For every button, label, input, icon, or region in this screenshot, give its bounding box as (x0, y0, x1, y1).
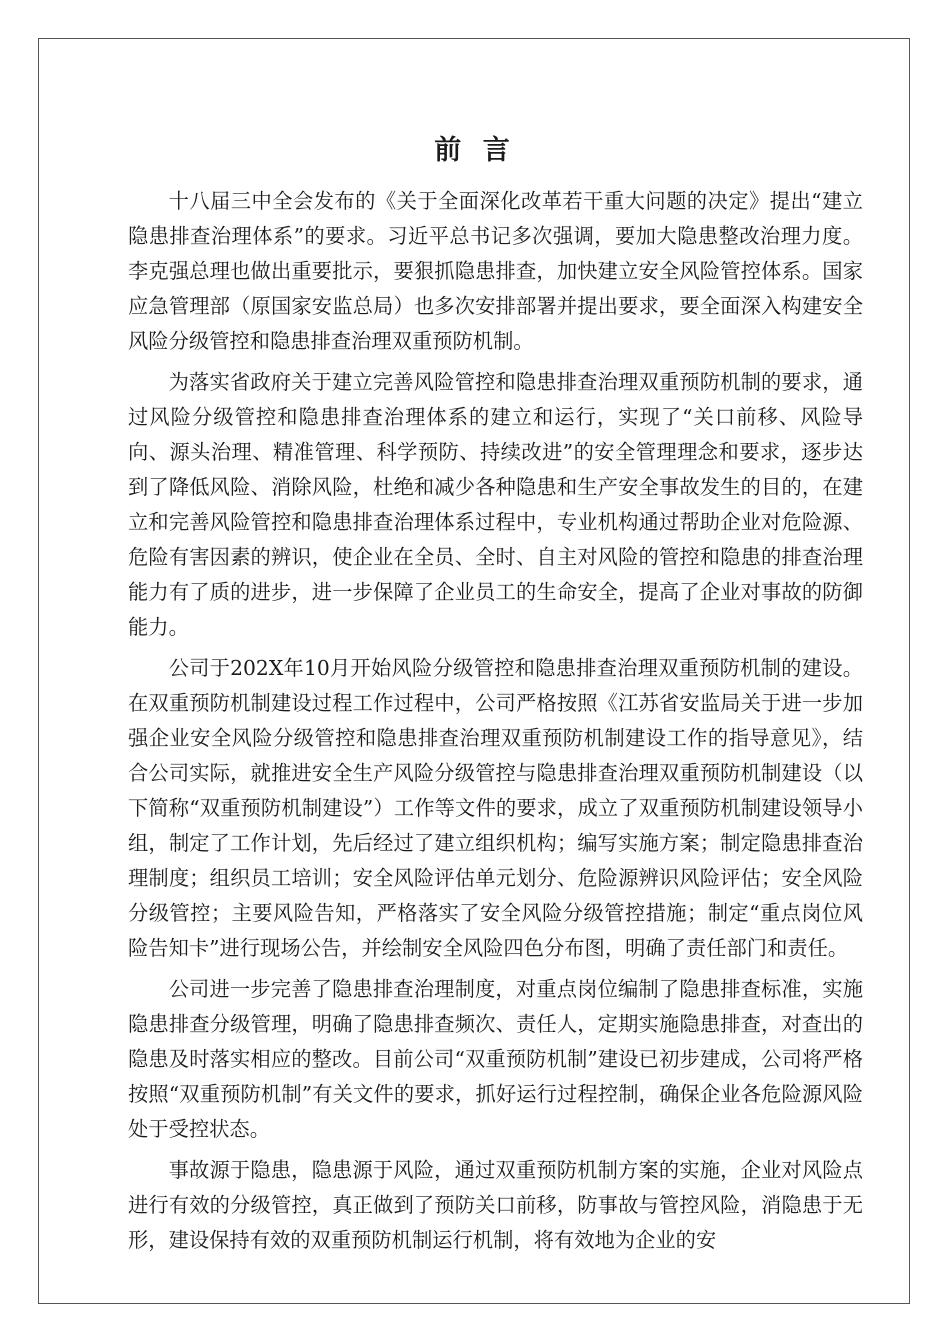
paragraph-2: 为落实省政府关于建立完善风险管控和隐患排查治理双重预防机制的要求，通过风险分级管控和隐患排查治理体系的建立和运行，实现了“关口前移、风险导向、源头治理、精准管理、科学预防、持续改进”的安全管理理念和要求，逐步达到了降低风险、消除风险，杜绝和减少各种隐患和生产安全事故发生的目的，在建立和完善风险管控和隐患排查治理体系过程中，专业机构通过帮助企业对危险源、危险有害因素的辨识，使企业在全员、全时、自主对风险的管控和隐患的排查治理能力有了质的进步，进一步保障了企业员工的生命安全，提高了企业对事故的防御能力。 (128, 370, 863, 639)
paragraph-3: 公司于202X年10月开始风险分级管控和隐患排查治理双重预防机制的建设。在双重预防机制建设过程工作过程中，公司严格按照《江苏省安监局关于进一步加强企业安全风险分级管控和隐患排查治理双重预防机制建设工作的指导意见》，结合公司实际，就推进安全生产风险分级管控与隐患排查治理双重预防机制建设（以下简称“双重预防机制建设”）工作等文件的要求，成立了双重预防机制建设领导小组，制定了工作计划，先后经过了建立组织机构；编写实施方案；制定隐患排查治理制度；组织员工培训；安全风险评估单元划分、危险源辨识风险评估；安全风险分级管控；主要风险告知，严格落实了安全风险分级管控措施；制定“重点岗位风险告知卡”进行现场公告，并绘制安全风险四色分布图，明确了责任部门和责任。 (128, 656, 863, 960)
paragraph-1: 十八届三中全会发布的《关于全面深化改革若干重大问题的决定》提出“建立隐患排查治理体系”的要求。习近平总书记多次强调，要加大隐患整改治理力度。李克强总理也做出重要批示，要狠抓隐患排查，加快建立安全风险管控体系。国家应急管理部（原国家安监总局）也多次安排部署并提出要求，要全面深入构建安全风险分级管控和隐患排查治理双重预防机制。 (128, 189, 863, 353)
document-body (128, 184, 863, 1264)
paragraph-5: 事故源于隐患，隐患源于风险，通过双重预防机制方案的实施，企业对风险点进行有效的分级管控，真正做到了预防关口前移，防事故与管控风险，消隐患于无形，建设保持有效的双重预防机制运行机制，将有效地为企业的安 (128, 1158, 863, 1252)
page-title: 前 言 (434, 135, 516, 166)
paragraph-4: 公司进一步完善了隐患排查治理制度，对重点岗位编制了隐患排查标准，实施隐患排查分级管理，明确了隐患排查频次、责任人，定期实施隐患排查，对查出的隐患及时落实相应的整改。目前公司“双重预防机制”建设已初步建成，公司将严格按照“双重预防机制”有关文件的要求，抓好运行过程控制，确保企业各危险源风险处于受控状态。 (128, 977, 863, 1141)
